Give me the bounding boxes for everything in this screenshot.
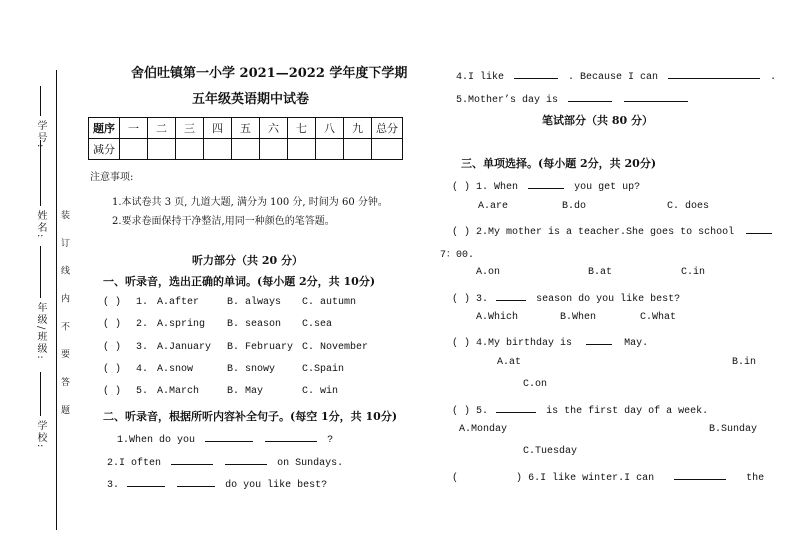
mc-option[interactable]: B.When [560, 312, 597, 323]
mc-option[interactable]: C.on [523, 379, 548, 390]
score-table-deduct-row [89, 139, 403, 160]
mc-option[interactable]: C. does [667, 201, 710, 212]
blank[interactable] [171, 454, 213, 465]
score-cell: 一 [120, 118, 148, 139]
exam-title: 舍伯吐镇第一小学 2021—2022 学年度下学期 [131, 66, 408, 81]
mc-option[interactable]: A.at [497, 357, 522, 368]
mc-option[interactable]: A.Which [476, 312, 519, 323]
answer-paren[interactable]: ( ) [452, 227, 471, 238]
mc-option[interactable]: B.do [562, 201, 587, 212]
score-cell: 五 [232, 118, 260, 139]
answer-paren[interactable]: ( ) [452, 338, 471, 349]
mc-question-2-continued: 7：00. [440, 250, 475, 261]
mc-option[interactable]: A.Monday [459, 424, 508, 435]
mc-option[interactable]: B.in [732, 357, 757, 368]
score-input-cell[interactable] [120, 139, 148, 160]
part3-title: 三、单项选择。(每小题 2分，共 20分) [461, 157, 657, 170]
exam-subtitle: 五年级英语期中试卷 [192, 92, 310, 107]
part1-item: ( ) 1. A.after B. always C. autumn [103, 297, 357, 308]
answer-paren[interactable]: ( ) [452, 294, 471, 305]
note-1: 1.本试卷共 3 页, 九道大题, 满分为 100 分, 时间为 60 分钟。 [112, 197, 388, 208]
notes-heading: 注意事项: [90, 172, 134, 183]
blank[interactable] [496, 290, 526, 301]
seal-line-text: 装 订 线 内 不 要 答 题 [59, 210, 69, 423]
answer-paren[interactable]: ( ) [103, 364, 122, 375]
score-input-cell[interactable] [232, 139, 260, 160]
mc-option[interactable]: C.What [640, 312, 677, 323]
fill-sentence-3: 3. do you like best? [107, 476, 327, 491]
class-blank [40, 246, 41, 298]
answer-paren-open[interactable]: ( [452, 473, 459, 484]
fill-sentence-1: 1.When do you ? [117, 431, 333, 446]
score-cell: 三 [176, 118, 204, 139]
mc-option[interactable]: B.Sunday [709, 424, 758, 435]
score-cell: 九 [344, 118, 372, 139]
fill-sentence-2: 2.I often on Sundays. [107, 454, 343, 469]
blank[interactable] [205, 431, 253, 442]
score-input-cell[interactable] [260, 139, 288, 160]
mc-option[interactable]: B.at [588, 267, 613, 278]
blank[interactable] [127, 476, 165, 487]
answer-paren[interactable]: ( ) [452, 182, 471, 193]
score-cell: 七 [288, 118, 316, 139]
blank[interactable] [668, 68, 760, 79]
mc-question-6: ( ) 6.I like winter.I can the [452, 469, 764, 484]
student-id-blank [40, 86, 41, 116]
score-cell: 四 [204, 118, 232, 139]
score-input-cell[interactable] [344, 139, 372, 160]
score-cell: 六 [260, 118, 288, 139]
blank[interactable] [528, 178, 564, 189]
answer-paren[interactable]: ( ) [103, 386, 122, 397]
score-cell: 八 [316, 118, 344, 139]
score-cell: 题序 [89, 118, 120, 139]
score-table-header-row [89, 118, 403, 139]
written-heading: 笔试部分（共 80 分） [542, 114, 653, 127]
mc-option[interactable]: C.Tuesday [523, 446, 578, 457]
student-id-label: 学号: [35, 120, 46, 150]
listening-heading: 听力部分（共 20 分） [192, 254, 303, 267]
blank[interactable] [674, 469, 726, 480]
mc-question-4: ( ) 4.My birthday is May. [452, 334, 648, 349]
answer-paren[interactable]: ( ) [103, 319, 122, 330]
score-cell: 减分 [89, 139, 120, 160]
mc-option[interactable]: C.in [681, 267, 706, 278]
part1-item: ( ) 5. A.March B. May C. win [103, 386, 339, 397]
part1-title: 一、听录音，选出正确的单词。(每小题 2分，共 10分) [103, 275, 376, 288]
score-table [88, 117, 403, 160]
fill-sentence-4: 4.I like . Because I can . [456, 68, 776, 83]
answer-paren-close[interactable]: ) [516, 473, 523, 484]
part2-title: 二、听录音，根据所听内容补全句子。(每空 1分，共 10分) [103, 410, 398, 423]
blank[interactable] [586, 334, 612, 345]
note-2: 2.要求卷面保持干净整洁,用同一种颜色的笔答题。 [112, 216, 335, 227]
score-cell: 总分 [372, 118, 403, 139]
score-input-cell[interactable] [316, 139, 344, 160]
mc-question-2: ( ) 2.My mother is a teacher.She goes to school [452, 223, 772, 238]
score-input-cell[interactable] [372, 139, 403, 160]
score-input-cell[interactable] [204, 139, 232, 160]
mc-question-3: ( ) 3. season do you like best? [452, 290, 680, 305]
score-input-cell[interactable] [176, 139, 204, 160]
answer-paren[interactable]: ( ) [103, 342, 122, 353]
blank[interactable] [746, 223, 772, 234]
blank[interactable] [496, 402, 536, 413]
score-input-cell[interactable] [148, 139, 176, 160]
mc-question-5: ( ) 5. is the first day of a week. [452, 402, 708, 417]
class-label: 年级/班级: [35, 302, 46, 361]
school-blank [40, 372, 41, 416]
blank[interactable] [624, 91, 688, 102]
name-blank [40, 140, 41, 206]
answer-paren[interactable]: ( ) [452, 406, 471, 417]
mc-option[interactable]: A.are [478, 201, 509, 212]
name-label: 姓名: [35, 210, 46, 240]
part1-item: ( ) 2. A.spring B. season C.sea [103, 319, 333, 330]
part1-item: ( ) 3. A.January B. February C. November [103, 342, 369, 353]
blank[interactable] [568, 91, 612, 102]
mc-option[interactable]: A.on [476, 267, 501, 278]
binding-line [56, 70, 57, 530]
blank[interactable] [514, 68, 558, 79]
school-label: 学校: [35, 420, 46, 450]
score-cell: 二 [148, 118, 176, 139]
answer-paren[interactable]: ( ) [103, 297, 122, 308]
score-input-cell[interactable] [288, 139, 316, 160]
fill-sentence-5: 5.Mother’s day is [456, 91, 688, 106]
part1-item: ( ) 4. A.snow B. snowy C.Spain [103, 364, 345, 375]
blank[interactable] [265, 431, 317, 442]
blank[interactable] [177, 476, 215, 487]
blank[interactable] [225, 454, 267, 465]
mc-question-1: ( ) 1. When you get up? [452, 178, 640, 193]
